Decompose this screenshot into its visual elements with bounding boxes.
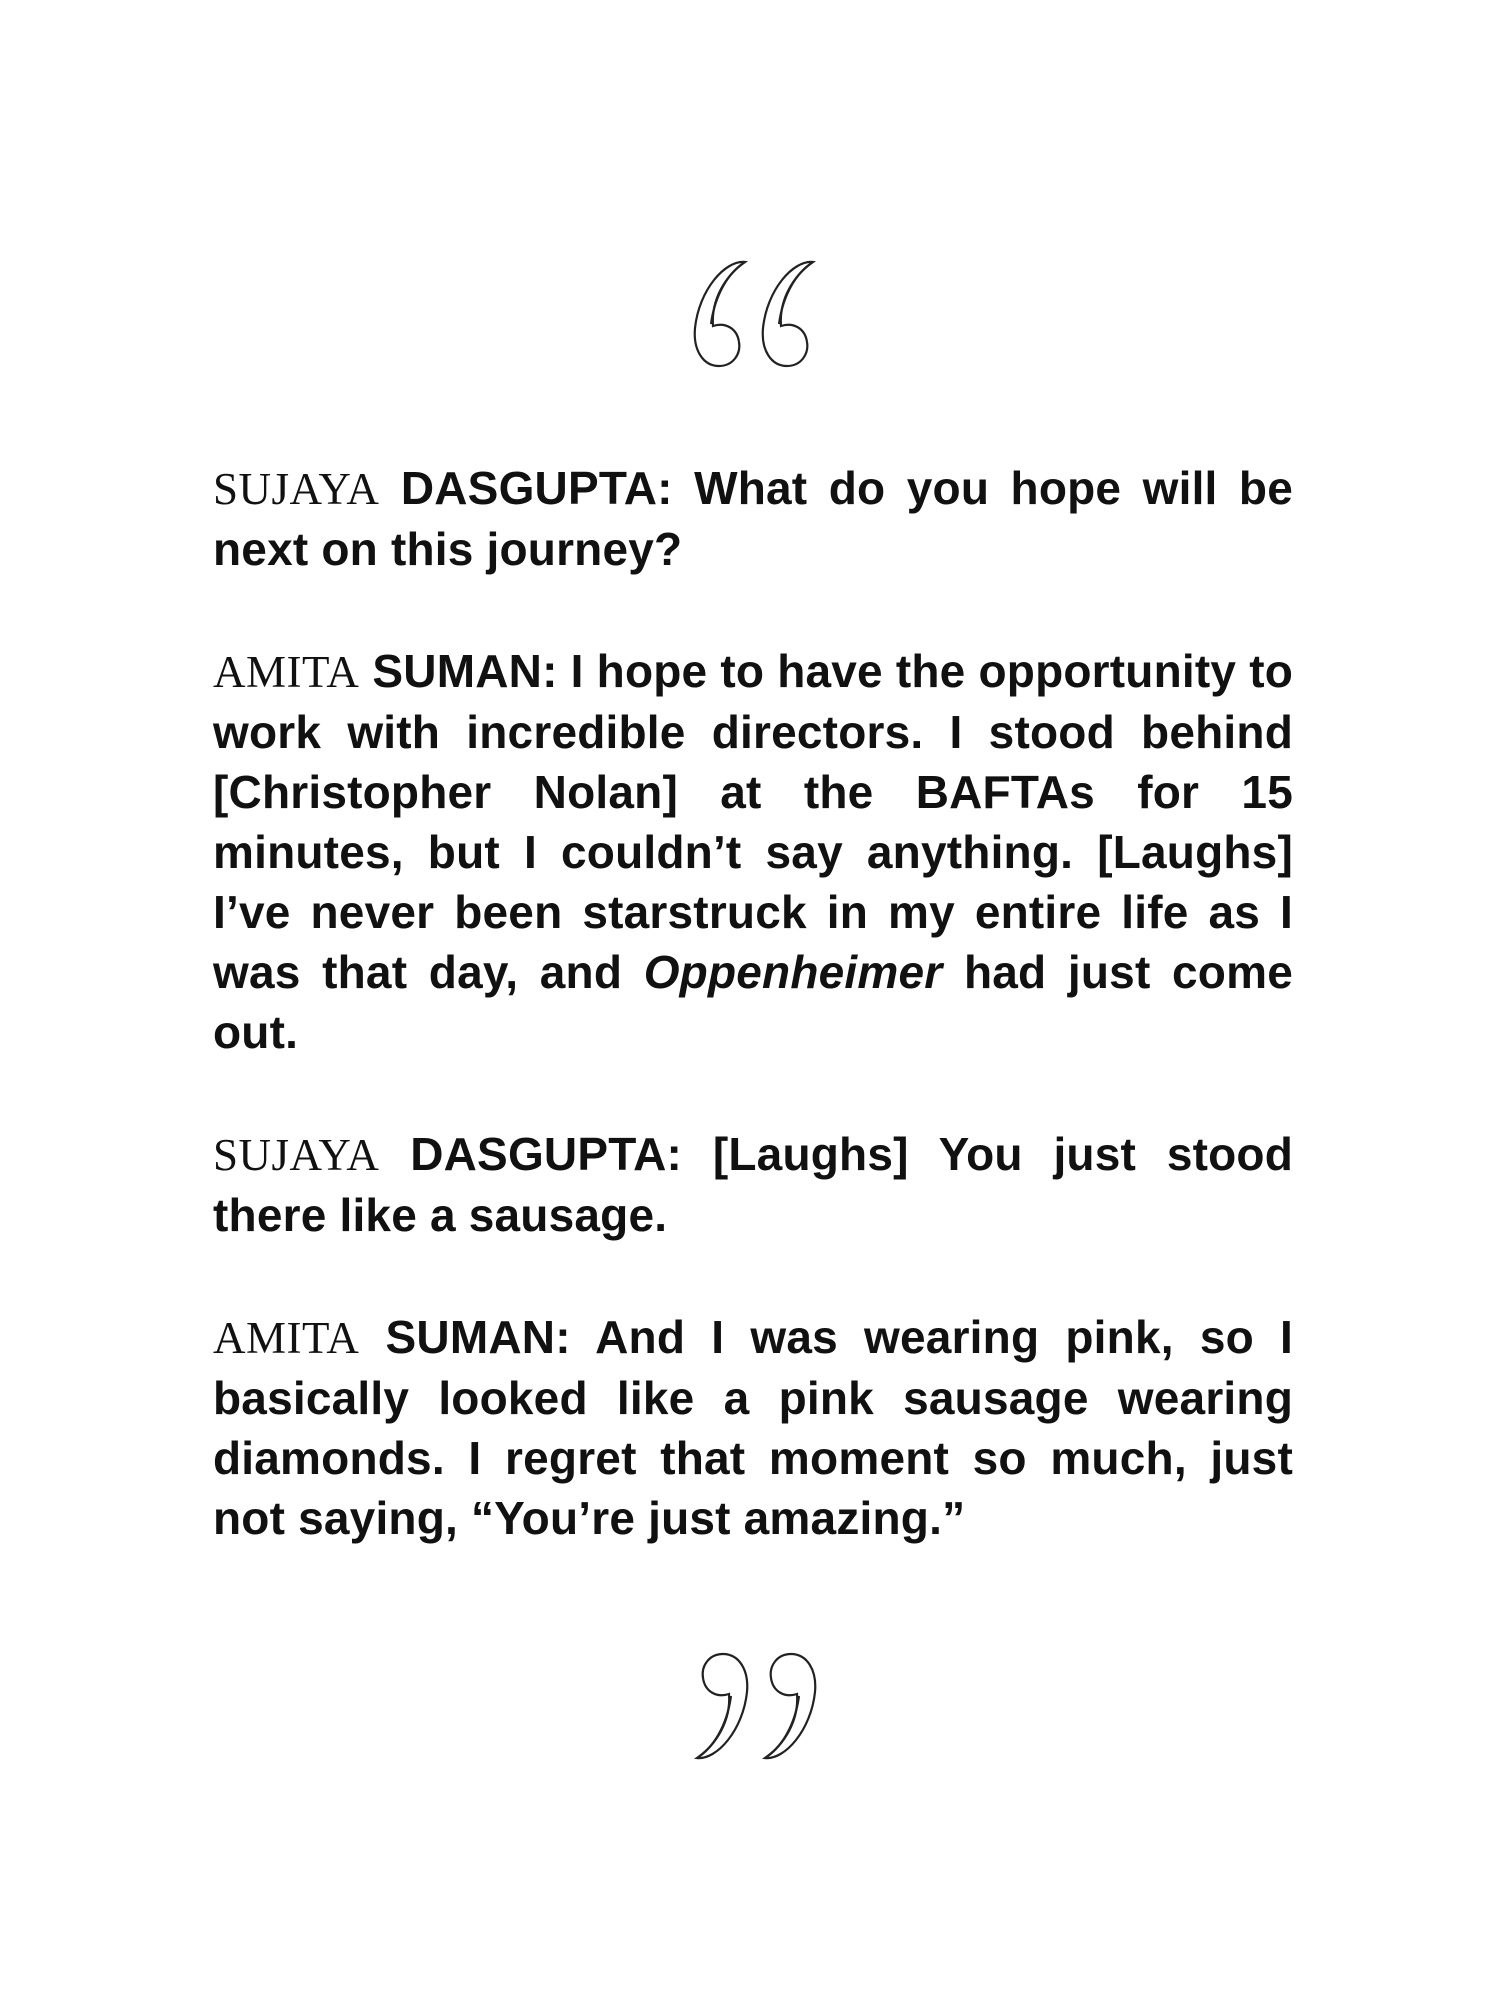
exchange-2 bbox=[213, 641, 1293, 1062]
film-title: Oppenheimer bbox=[643, 946, 943, 998]
speaker-first-name: SUJAYA bbox=[213, 1130, 380, 1180]
speaker-last-name: DASGUPTA bbox=[410, 1128, 667, 1180]
speaker-first-name: AMITA bbox=[213, 1313, 360, 1363]
colon: : bbox=[542, 645, 558, 697]
interview-transcript bbox=[213, 458, 1293, 1610]
speaker-last-name: DASGUPTA bbox=[400, 462, 658, 514]
open-quote-icon bbox=[685, 250, 825, 380]
close-quote-icon bbox=[685, 1640, 825, 1770]
exchange-4 bbox=[213, 1307, 1293, 1548]
colon: : bbox=[555, 1311, 571, 1363]
colon: : bbox=[657, 462, 673, 514]
exchange-3 bbox=[213, 1124, 1293, 1245]
dialogue-text-end: had just come out. bbox=[213, 946, 1293, 1058]
dialogue-text: What do you hope will be next on this journey? bbox=[213, 462, 1294, 575]
speaker-last-name: SUMAN bbox=[372, 645, 543, 697]
dialogue-text: And I was wearing pink, so I basically looked like a pink sausage wearing diamonds. I regret that moment so much, just not saying, “You’re just amazing.” bbox=[213, 1311, 1294, 1544]
dialogue-text: [Laughs] You just stood there like a sausage. bbox=[213, 1128, 1294, 1241]
colon: : bbox=[666, 1128, 683, 1180]
exchange-1 bbox=[213, 458, 1293, 579]
speaker-first-name: SUJAYA bbox=[213, 464, 380, 514]
speaker-first-name: AMITA bbox=[213, 647, 360, 697]
speaker-last-name: SUMAN bbox=[385, 1311, 556, 1363]
dialogue-text: I hope to have the opportunity to work with incredible directors. I stood behind [Christopher Nolan] at the BAFTAs for 15 minutes, but I couldn’t say anything. [Laughs] I’ve never been starstruck in my entire life as I was that day, and bbox=[213, 645, 1294, 998]
